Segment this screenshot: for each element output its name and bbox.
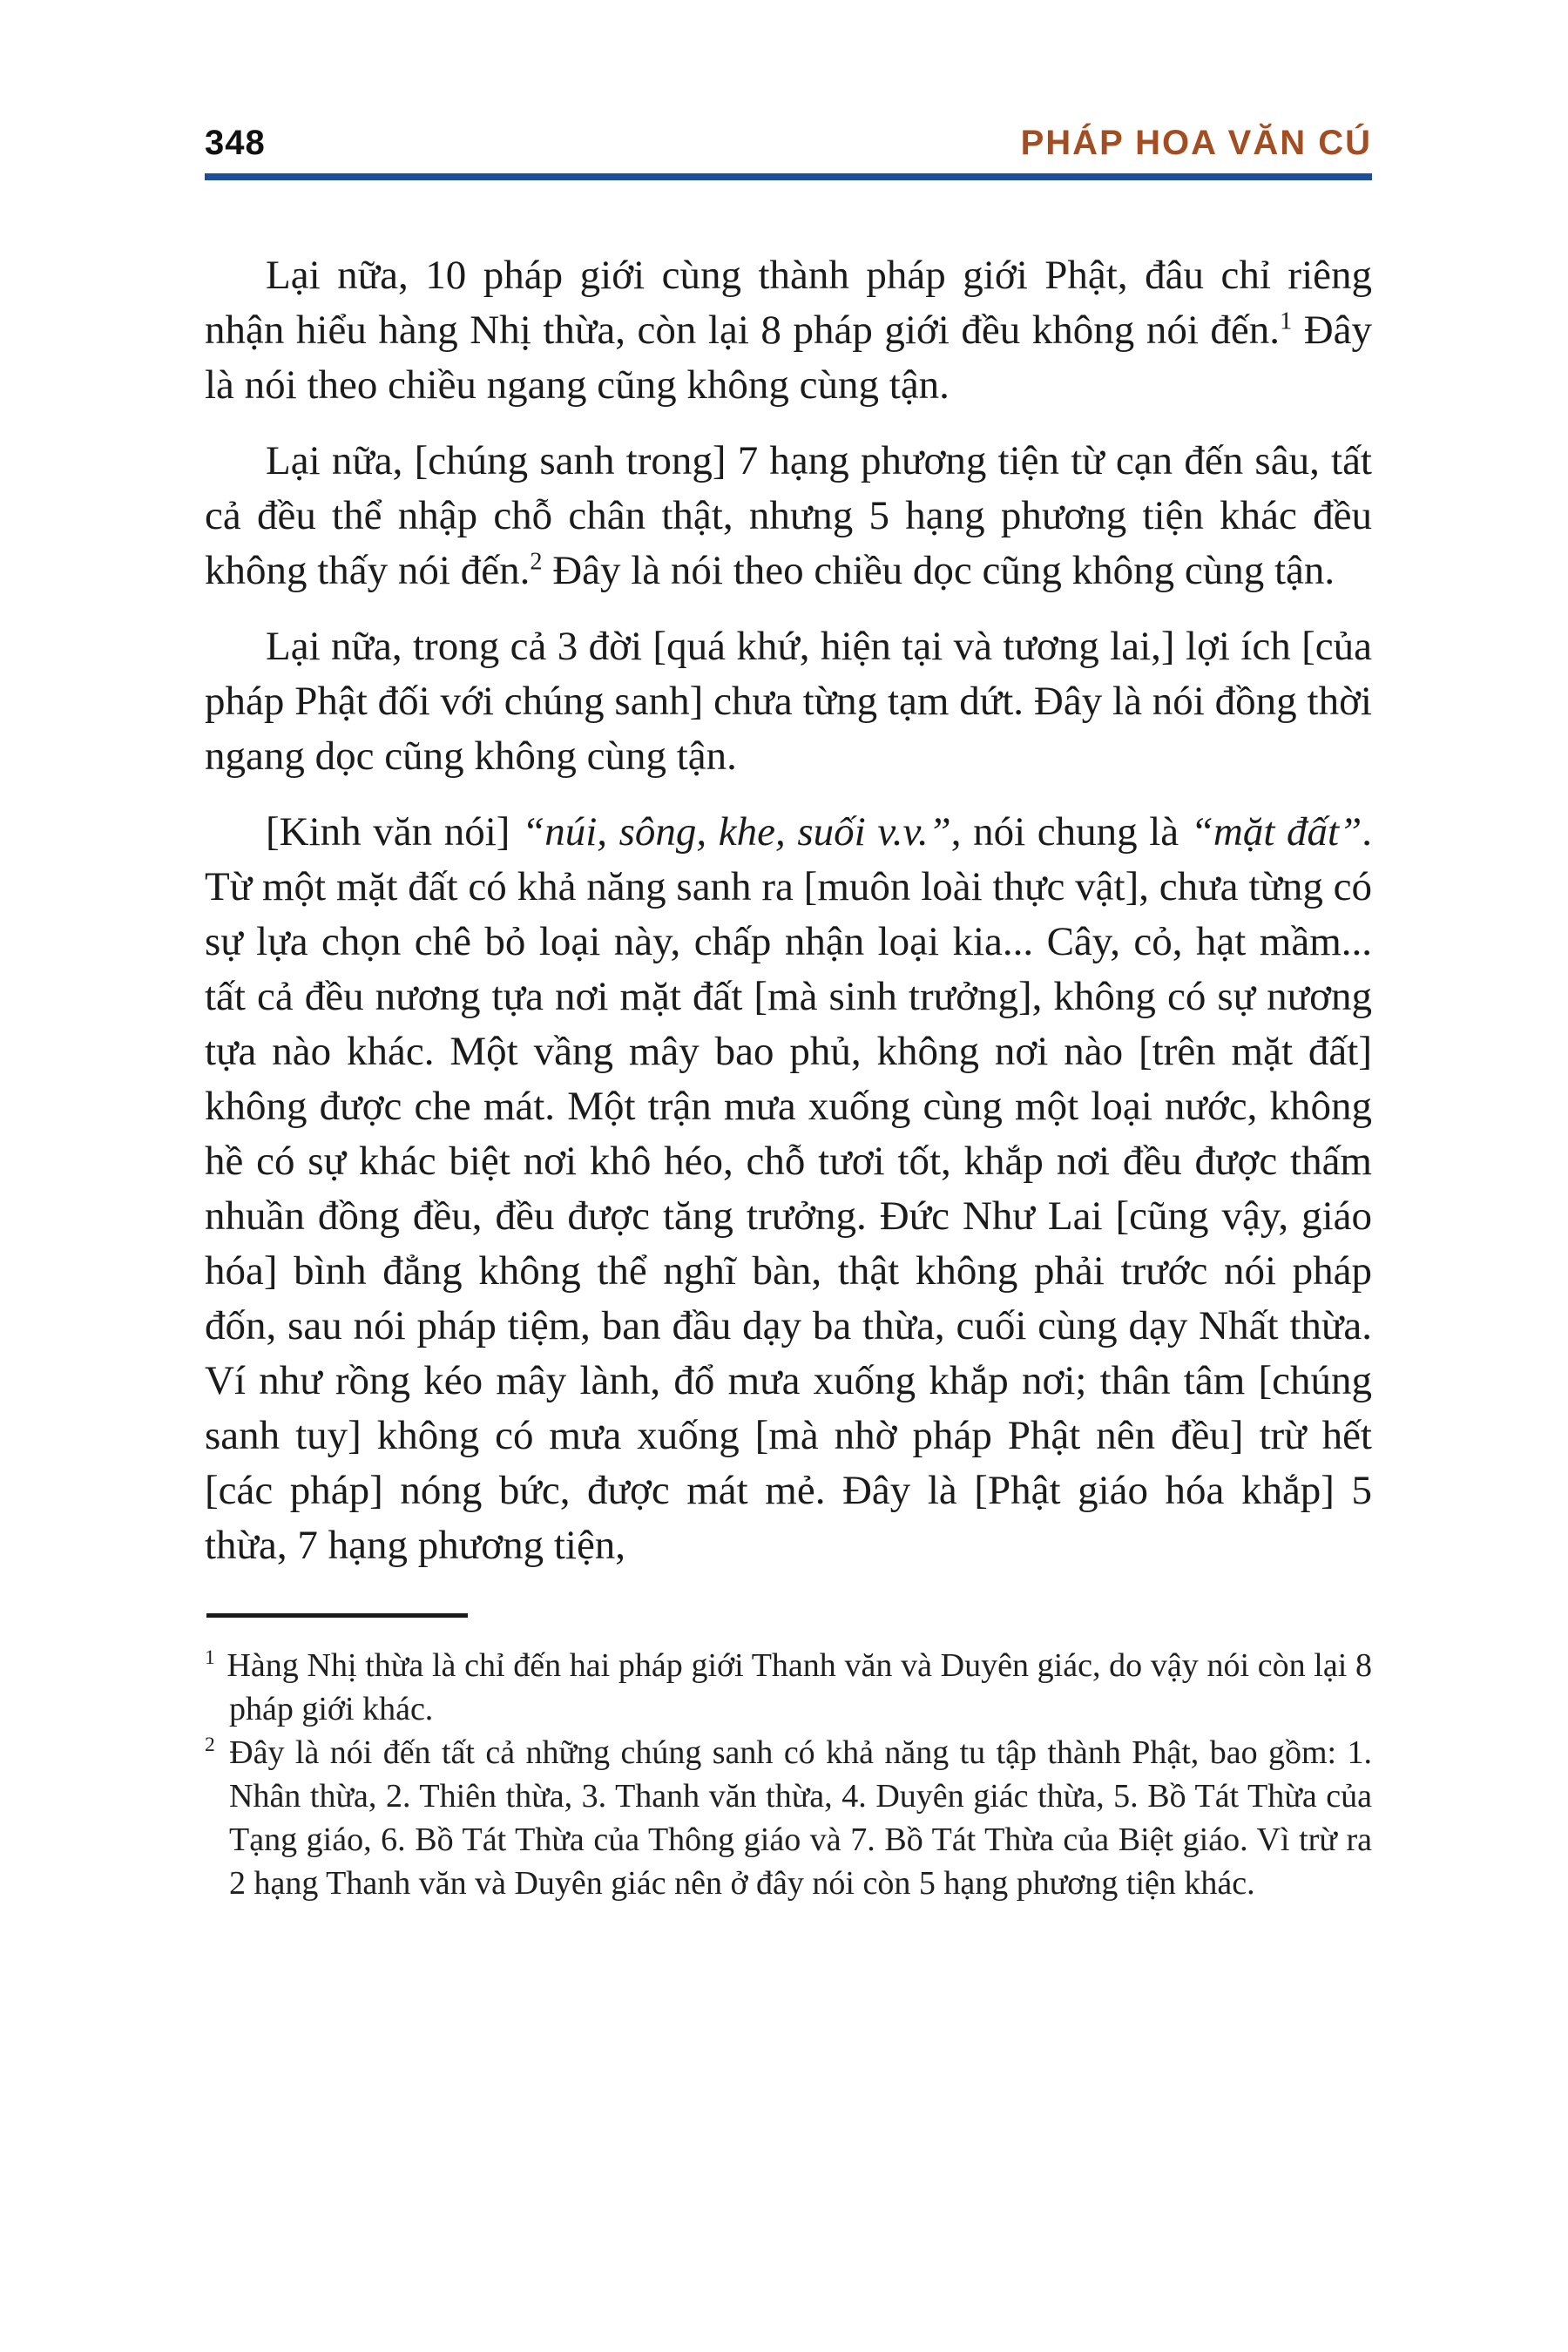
text-run: Đây là nói theo chiều ngang cũng không cùng tận. xyxy=(205,308,1373,408)
text-run: [Kinh văn nói] xyxy=(266,809,523,855)
paragraph xyxy=(205,805,1372,1573)
footnote-reference: 1 xyxy=(1280,308,1293,335)
page-number: 348 xyxy=(205,124,266,162)
text-run: . Từ một mặt đất có khả năng sanh ra [muôn loài thực vật], chưa từng có sự lựa chọn chê bỏ loại này, chấp nhận loại kia... Cây, cỏ, hạt mầm... tất cả đều nương tựa nơi mặt đất [mà sinh trưởng], không có sự nương tựa nào khác. Một vầng mây bao phủ, không nơi nào [trên mặt đất] không được che mát. Một trận mưa xuống cùng một loại nước, không hề có sự khác biệt nơi khô héo, chỗ tươi tốt, khắp nơi đều được thấm nhuần đồng đều, đều được tăng trưởng. Đức Như Lai [cũng vậy, giáo hóa] bình đẳng không thể nghĩ bàn, thật không phải trước nói pháp đốn, sau nói pháp tiệm, ban đầu dạy ba thừa, cuối cùng dạy Nhất thừa. Ví như rồng kéo mây lành, đổ mưa xuống khắp nơi; thân tâm [chúng sanh tuy] không có mưa xuống [mà nhờ pháp Phật nên đều] trừ hết [các pháp] nóng bức, được mát mẻ. Đây là [Phật giáo hóa khắp] 5 thừa, 7 hạng phương tiện, xyxy=(205,809,1372,1568)
header-rule xyxy=(205,173,1372,180)
emphasized-text: “mặt đất” xyxy=(1190,809,1362,855)
footnote-marker: 2 xyxy=(205,1734,215,1757)
footnote xyxy=(205,1731,1372,1905)
footnote-text: Hàng Nhị thừa là chỉ đến hai pháp giới Thanh văn và Duyên giác, do vậy nói còn lại 8 pháp giới khác. xyxy=(218,1647,1372,1727)
text-run: Lại nữa, [chúng sanh trong] 7 hạng phương tiện từ cạn đến sâu, tất cả đều thể nhập chỗ chân thật, nhưng 5 hạng phương tiện khác đều không thấy nói đến. xyxy=(205,438,1372,593)
text-column xyxy=(205,248,1372,1905)
text-run: Đây là nói theo chiều dọc cũng không cùng tận. xyxy=(542,548,1335,593)
body-text xyxy=(205,248,1372,1573)
text-run: Lại nữa, 10 pháp giới cùng thành pháp giới Phật, đâu chỉ riêng nhận hiểu hàng Nhị thừa, còn lại 8 pháp giới đều không nói đến. xyxy=(205,253,1372,353)
footnote-text: Đây là nói đến tất cả những chúng sanh có khả năng tu tập thành Phật, bao gồm: 1. Nhân thừa, 2. Thiên thừa, 3. Thanh văn thừa, 4. Duyên giác thừa, 5. Bồ Tát Thừa của Tạng giáo, 6. Bồ Tát Thừa của Thông giáo và 7. Bồ Tát Thừa của Biệt giáo. Vì trừ ra 2 hạng Thanh văn và Duyên giác nên ở đây nói còn 5 hạng phương tiện khác. xyxy=(218,1734,1372,1902)
footnote-marker: 1 xyxy=(205,1646,215,1670)
emphasized-text: “núi, sông, khe, suối v.v.” xyxy=(522,809,951,855)
paragraph xyxy=(205,248,1372,413)
page-header xyxy=(205,124,1372,163)
text-run: Lại nữa, trong cả 3 đời [quá khứ, hiện tại và tương lai,] lợi ích [của pháp Phật đối với chúng sanh] chưa từng tạm dứt. Đây là nói đồng thời ngang dọc cũng không cùng tận. xyxy=(205,624,1372,779)
footnote xyxy=(205,1644,1372,1731)
footnote-separator xyxy=(206,1613,468,1618)
paragraph xyxy=(205,619,1372,784)
footnotes xyxy=(205,1644,1372,1905)
text-run: , nói chung là xyxy=(950,809,1191,855)
running-title: PHÁP HOA VĂN CÚ xyxy=(1020,124,1372,162)
paragraph xyxy=(205,434,1372,598)
footnote-reference: 2 xyxy=(530,548,543,576)
